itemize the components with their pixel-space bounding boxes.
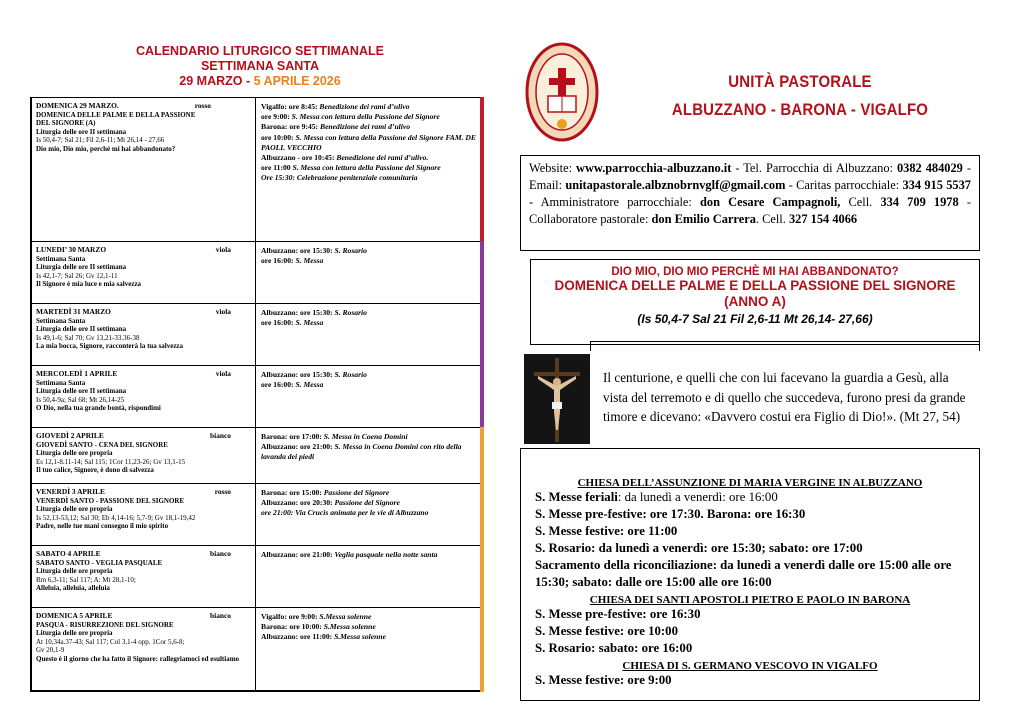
calendar-color-bar-orange (480, 427, 484, 692)
liturgy-psalm: Dio mio, Dio mio, perché mi hai abbandonato? (36, 144, 176, 153)
liturgy-psalm: Il Signore è mia luce e mia salvezza (36, 280, 142, 289)
liturgy-readings: Is 50,4-9a; Sal 68; Mt 26,14-25 (36, 395, 125, 404)
schedule-line: ore 21:00: Via Crucis animata per le vie di Albuzzano (261, 508, 429, 518)
day-name: DOMENICA 29 MARZO. (36, 101, 119, 110)
calendar-date-start: 29 MARZO - (179, 74, 254, 88)
mass-line: S. Messe festive: ore 10:00 (535, 624, 678, 638)
gospel-divider (590, 341, 980, 351)
schedule-line: Albuzzano: ore 15:30: S. Rosario (261, 370, 367, 379)
liturgical-color: bianco (210, 611, 231, 620)
liturgical-color: bianco (210, 549, 231, 558)
calendar-row-sunday-29 (32, 97, 480, 241)
gospel-quote: Il centurione, e quelli che con lui facevano la guardia a Gesù, alla vista del terremoto e di quello che succedeva, furono presi da grande timore e dicevano: «Davvero costui era Figlio di Dio!». (Mt 27, 54) (603, 370, 966, 424)
collab-cell-label: . Cell. (755, 212, 789, 226)
sunday-psalm-title: DIO MIO, DIO MIO PERCHÈ MI HAI ABBANDONATO? (611, 266, 899, 278)
liturgy-line: Liturgia delle ore II settimana (36, 325, 127, 334)
liturgy-cell (32, 366, 256, 427)
schedule-cell (256, 242, 480, 303)
liturgy-readings: At 10,34a.37-43; Sal 117; Col 3,1-4 opp. 1Cor 5,6-8; (36, 637, 185, 646)
sunday-readings: (Is 50,4-7 Sal 21 Fil 2,6-11 Mt 26,14- 27,66) (637, 312, 873, 326)
liturgy-psalm: La mia bocca, Signore, racconterà la tua salvezza (36, 342, 184, 351)
day-name: MERCOLEDÌ 1 APRILE (36, 369, 118, 378)
schedule-cell (256, 484, 480, 545)
calendar-row-monday-30 (32, 241, 480, 303)
crucifix-image-icon (524, 354, 590, 444)
liturgy-line: Liturgia delle ore propria (36, 449, 113, 458)
contact-info-box (520, 155, 980, 251)
schedule-line: Barona: ore 10:00: S.Messa solenne (261, 622, 376, 632)
mass-line: S. Messe festive: ore 9:00 (535, 673, 672, 687)
email-address[interactable]: unitapastorale.albznobrnvglf@gmail.com (565, 178, 786, 192)
sunday-name: DOMENICA DELLE PALME E DELLA PASSIONE DEL SIGNORE (554, 278, 956, 293)
liturgy-psalm: Il tuo calice, Signore, è dono di salvezza (36, 466, 154, 475)
admin-cell: 334 709 1978 (880, 195, 959, 209)
liturgy-line: Liturgia delle ore II settimana (36, 263, 127, 272)
liturgy-line: DEL SIGNORE (A) (36, 119, 96, 128)
sunday-title-box (530, 259, 980, 345)
schedule-cell (256, 304, 480, 365)
mass-line: S. Rosario: sabato: ore 16:00 (535, 641, 693, 655)
liturgy-cell (32, 98, 256, 241)
schedule-line: Albuzzano: ore 15:30: S. Rosario (261, 246, 367, 255)
liturgy-psalm: Questo è il giorno che ha fatto il Signore: rallegriamoci ed esultiamo (36, 654, 240, 663)
mass-line: S. Messe feriali: da lunedì a venerdì: ore 16:00 (535, 490, 778, 504)
mass-line: S. Messe pre-festive: ore 16:30 (535, 607, 701, 621)
email-label: - Email: (529, 161, 971, 192)
day-name: GIOVEDÌ 2 APRILE (36, 431, 104, 440)
liturgy-line: PASQUA - RISURREZIONE DEL SIGNORE (36, 620, 174, 629)
calendar-subtitle: SETTIMANA SANTA (200, 59, 320, 73)
day-name: SABATO 4 APRILE (36, 549, 101, 558)
liturgy-psalm: Padre, nelle tue mani consegno il mio spirito (36, 522, 169, 531)
parish-title (659, 68, 941, 124)
liturgy-line: SABATO SANTO - VEGLIA PASQUALE (36, 558, 163, 567)
liturgy-cell (32, 428, 256, 483)
schedule-line: ore 11:00 S. Messa con lettura della Passione del Signore (261, 163, 441, 173)
calendar-date-end: 5 APRILE 2026 (253, 74, 341, 88)
liturgy-line: Liturgia delle ore propria (36, 567, 113, 576)
schedule-line: ore 10:00: S. Messa con lettura della Passione del Signore FAM. DE PAOLI. VECCHIO (261, 132, 476, 152)
mass-line: Sacramento della riconciliazione: da lunedì a venerdì dalle ore 15:00 alle ore 15:30; sabato: dalle ore 15:00 alle ore 16:00 (535, 558, 952, 589)
collab-name: don Emilio Carrera (651, 212, 756, 226)
church-title-vigalfo: CHIESA DI S. GERMANO VESCOVO IN VIGALFO (622, 660, 878, 672)
liturgy-readings: Rm 6,3-11; Sal 117; A: Mt 28,1-10; (36, 575, 136, 584)
schedule-line: Albuzzano: ore 21:00: Veglia pasquale nella notte santa (261, 550, 438, 559)
schedule-line: Albuzzano: ore 11:00: S.Messa solenne (261, 632, 386, 642)
calendar-row-sunday-5 (32, 607, 480, 692)
schedule-line: Vigalfo: ore 9:00: S.Messa solenne (261, 612, 372, 621)
schedule-cell (256, 98, 480, 241)
caritas-number: 334 915 5537 (902, 178, 971, 192)
calendar-header (40, 44, 480, 89)
schedule-cell (256, 366, 480, 427)
liturgy-cell (32, 484, 256, 545)
calendar-row-friday-3 (32, 483, 480, 545)
schedule-line: Albuzzano: ore 15:30: S. Rosario (261, 308, 367, 317)
schedule-line: ore 16:00: S. Messa (261, 256, 324, 266)
liturgy-line: GIOVEDÌ SANTO - CENA DEL SIGNORE (36, 440, 168, 449)
parish-title-line1: UNITÀ PASTORALE (728, 72, 872, 91)
schedule-cell (256, 608, 480, 692)
schedule-line: ore 9:00: S. Messa con lettura della Passione del Signore (261, 112, 440, 122)
day-name: MARTEDÌ 31 MARZO (36, 307, 111, 316)
day-name: VENERDÌ 3 APRILE (36, 487, 105, 496)
parish-title-line2: ALBUZZANO - BARONA - VIGALFO (671, 100, 929, 119)
mass-schedule-box (520, 448, 980, 701)
calendar-row-saturday-4 (32, 545, 480, 607)
liturgy-line: Liturgia delle ore II settimana (36, 387, 127, 396)
website-link[interactable]: www.parrocchia-albuzzano.it (576, 161, 732, 175)
calendar-title: CALENDARIO LITURGICO SETTIMANALE (136, 44, 384, 58)
collab-label: - Collaboratore pastorale: (529, 195, 971, 226)
admin-name: don Cesare Campagnoli, (700, 195, 841, 209)
schedule-line: ore 16:00: S. Messa (261, 380, 324, 390)
liturgy-line: DOMENICA DELLE PALME E DELLA PASSIONE (36, 110, 196, 119)
calendar-color-bar-red (480, 97, 484, 241)
calendar-row-thursday-2 (32, 427, 480, 483)
liturgical-color: viola (215, 369, 231, 378)
liturgy-psalm: Alleluia, alleluia, alleluia (36, 584, 110, 593)
schedule-line: Albuzzano - ore 10:45: Benedizione dei rami d’ulivo. (261, 153, 429, 163)
calendar-color-bar-violet (480, 241, 484, 427)
liturgy-readings: Is 42,1-7; Sal 26; Gv 12,1-11 (36, 271, 118, 280)
church-title-barona: CHIESA DEI SANTI APOSTOLI PIETRO E PAOLO IN BARONA (589, 594, 911, 606)
mass-line: S. Rosario: da lunedì a venerdì: ore 15:30; sabato: ore 17:00 (535, 541, 863, 555)
day-name: LUNEDI’ 30 MARZO (36, 245, 107, 254)
schedule-line: Ore 15:30: Celebrazione penitenziale comunitaria (261, 173, 418, 183)
calendar-row-wednesday-1 (32, 365, 480, 427)
liturgy-psalm: O Dio, nella tua grande bontà, rispondimi (36, 404, 161, 413)
admin-cell-label: Cell. (840, 195, 881, 209)
schedule-line: ore 16:00: S. Messa (261, 318, 324, 328)
liturgical-color: bianco (210, 431, 231, 440)
schedule-cell (256, 428, 480, 483)
day-name: DOMENICA 5 APRILE (36, 611, 113, 620)
schedule-line: Barona: ore 17:00: S. Messa in Coena Domini (261, 432, 408, 441)
calendar-dates (40, 74, 480, 89)
liturgy-cell (32, 608, 256, 692)
liturgy-line: Settimana Santa (36, 254, 86, 263)
mass-line: S. Messe pre-festive: ore 17:30. Barona: ore 16:30 (535, 507, 806, 521)
schedule-line: Albuzzano: ore 20:30: Passione del Signore (261, 498, 400, 508)
tel-number: 0382 484029 (896, 161, 963, 175)
liturgy-readings: Es 12,1-8.11-14; Sal 115; 1Cor 11,23-26; Gv 13,1-15 (36, 457, 186, 466)
calendar-row-tuesday-31 (32, 303, 480, 365)
parish-logo-icon (525, 42, 599, 142)
schedule-cell (256, 546, 480, 607)
schedule-line: Albuzzano: ore 21:00: S. Messa in Coena Domini con rito della lavanda dei piedi (261, 442, 462, 462)
liturgy-line: Liturgia delle ore propria (36, 629, 113, 638)
tel-label: - Tel. Parrocchia di Albuzzano: (731, 161, 897, 175)
liturgical-color: viola (215, 245, 231, 254)
mass-line: S. Messe festive: ore 11:00 (535, 524, 678, 538)
liturgy-cell (32, 242, 256, 303)
liturgical-color: viola (215, 307, 231, 316)
sunday-year: (ANNO A) (724, 294, 786, 309)
liturgy-line: Liturgia delle ore II settimana (36, 127, 127, 136)
liturgy-line: VENERDÌ SANTO - PASSIONE DEL SIGNORE (36, 496, 185, 505)
caritas-label: - Caritas parrocchiale: (785, 178, 903, 192)
liturgy-line: Liturgia delle ore propria (36, 505, 113, 514)
liturgy-line: Settimana Santa (36, 316, 86, 325)
schedule-line: Barona: ore 15:00: Passione del Signore (261, 488, 390, 497)
liturgy-cell (32, 304, 256, 365)
calendar-table (30, 97, 480, 692)
schedule-line: Barona: ore 9:45: Benedizione dei rami d’ulivo (261, 122, 411, 132)
website-label: Website: (529, 161, 577, 175)
liturgical-color: rosso (194, 101, 211, 110)
church-title-albuzzano: CHIESA DELL’ASSUNZIONE DI MARIA VERGINE IN ALBUZZANO (577, 477, 923, 489)
liturgy-cell (32, 546, 256, 607)
liturgical-color: rosso (214, 487, 231, 496)
admin-label: - Amministratore parrocchiale: (529, 195, 701, 209)
liturgy-line: Settimana Santa (36, 378, 86, 387)
liturgy-readings: Is 50,4-7; Sal 21; Fil 2,6-11; Mt 26,14 - 27,66 (36, 136, 165, 145)
liturgy-readings: Is 49,1-6; Sal 70; Gv 13,21-33.36-38 (36, 333, 140, 342)
liturgy-readings: Is 52,13-53,12; Sal 30; Eb 4,14-16; 5,7-9; Gv 18,1-19,42 (36, 513, 196, 522)
schedule-line: Vigalfo: ore 8:45: Benedizione dei rami d’ulivo (261, 102, 410, 111)
collab-cell: 327 154 4066 (788, 212, 858, 226)
liturgy-readings: Gv 20,1-9 (36, 646, 65, 655)
